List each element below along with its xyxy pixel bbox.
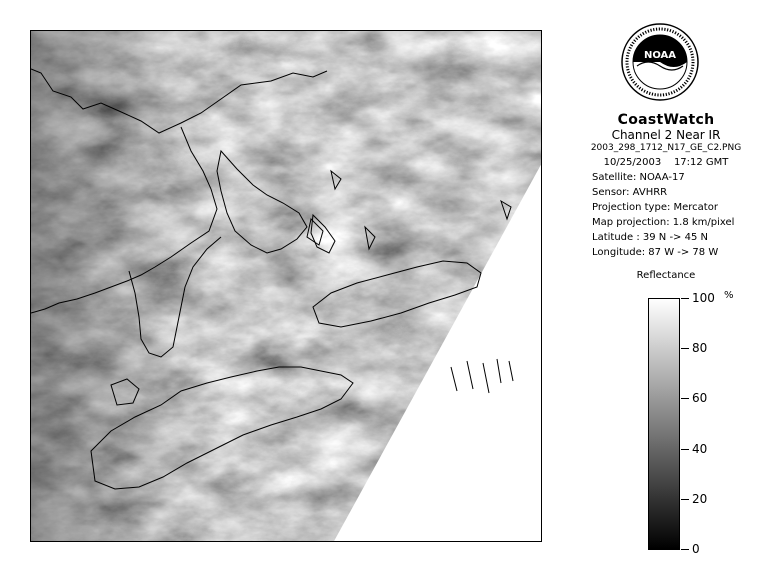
map-canvas [31, 31, 542, 542]
colorbar-tick-label: 80 [692, 341, 708, 356]
logo-text: NOAA [643, 50, 677, 61]
legend-title: Reflectance [636, 270, 696, 281]
colorbar-tick [681, 499, 689, 500]
satellite-label: Satellite: NOAA-17 [592, 172, 685, 183]
legend-unit: % [724, 290, 734, 301]
product-title: CoastWatch [617, 112, 715, 128]
colorbar-tick [681, 398, 689, 399]
map-projection-label: Map projection: 1.8 km/pixel [592, 217, 735, 228]
colorbar-tick [681, 348, 689, 349]
projection-type-label: Projection type: Mercator [592, 202, 718, 213]
colorbar-tick-label: 60 [692, 391, 708, 406]
longitude-label: Longitude: 87 W -> 78 W [592, 247, 719, 258]
acquisition-time: 17:12 GMT [673, 157, 729, 168]
acquisition-date: 10/25/2003 [603, 157, 662, 168]
reflectance-colorbar [648, 298, 680, 550]
colorbar-tick-label: 0 [692, 542, 700, 556]
satellite-map[interactable] [30, 30, 542, 542]
colorbar-tick-label: 20 [692, 491, 708, 506]
colorbar-tick-label: 100 [692, 291, 715, 305]
file-name: 2003_298_1712_N17_GE_C2.PNG [590, 143, 742, 153]
info-panel [566, 112, 766, 260]
noaa-logo [620, 22, 700, 102]
channel-label: Channel 2 Near IR [611, 128, 721, 142]
colorbar-tick-label: 40 [692, 441, 708, 456]
acquisition-datetime [566, 155, 766, 170]
latitude-label: Latitude : 39 N -> 45 N [592, 232, 708, 243]
colorbar-tick [681, 549, 689, 550]
sensor-label: Sensor: AVHRR [592, 187, 668, 198]
colorbar-tick [681, 449, 689, 450]
colorbar-tick [681, 298, 689, 299]
